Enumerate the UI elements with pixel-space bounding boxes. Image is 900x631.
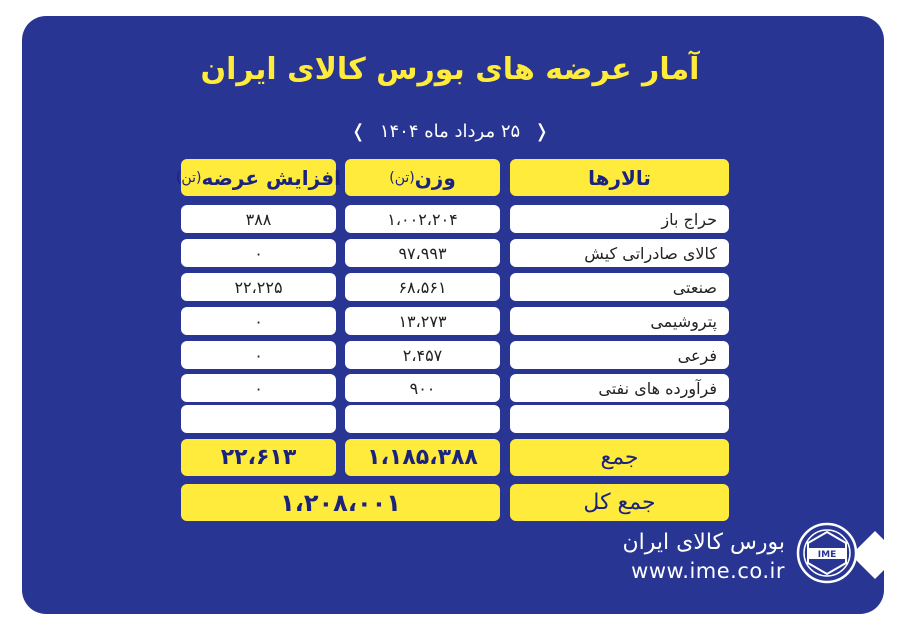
page-title: آمار عرضه های بورس کالای ایران xyxy=(200,52,700,87)
table-row-hall: پتروشیمی xyxy=(510,307,729,335)
table-row-increase: ۰ xyxy=(181,341,336,369)
header-increase xyxy=(175,159,342,196)
table-row-increase xyxy=(181,405,336,433)
table-row-hall: حراج باز xyxy=(510,205,729,233)
brand-name: بورس کالای ایران xyxy=(622,530,785,555)
table-row-weight: ۹۰۰ xyxy=(345,374,500,402)
header-increase-unit: (تن) xyxy=(175,169,202,186)
website-link[interactable]: www.ime.co.ir xyxy=(631,559,785,583)
table-row-hall: فرآورده های نفتی xyxy=(510,374,729,402)
table-row-increase: ۰ xyxy=(181,374,336,402)
ime-logo-icon xyxy=(796,522,858,584)
header-increase-label: افزایش عرضه xyxy=(201,165,342,190)
logo-text: IME xyxy=(817,550,837,560)
table-row-increase: ۲۲،۲۲۵ xyxy=(181,273,336,301)
table-row-hall: صنعتی xyxy=(510,273,729,301)
table-row-weight xyxy=(345,405,500,433)
sum-label: جمع xyxy=(510,439,729,476)
table-row-increase: ۰ xyxy=(181,307,336,335)
sum-weight: ۱،۱۸۵،۳۸۸ xyxy=(345,439,500,476)
date-navigator xyxy=(330,118,570,144)
table-row-increase: ۰ xyxy=(181,239,336,267)
table-row-weight: ۶۸،۵۶۱ xyxy=(345,273,500,301)
header-halls xyxy=(510,159,729,196)
header-weight-unit: (تن) xyxy=(389,169,415,186)
header-weight xyxy=(345,159,500,196)
chevron-left-icon[interactable]: ❬ xyxy=(350,120,366,142)
table-row-hall: کالای صادراتی کیش xyxy=(510,239,729,267)
table-row-increase: ۳۸۸ xyxy=(181,205,336,233)
total-value: ۱،۲۰۸،۰۰۱ xyxy=(181,484,500,521)
table-row-weight: ۱۳،۲۷۳ xyxy=(345,307,500,335)
brand-block xyxy=(615,530,785,583)
chevron-right-icon[interactable]: ❭ xyxy=(534,120,550,142)
table-row-weight: ۱،۰۰۲،۲۰۴ xyxy=(345,205,500,233)
table-row-hall xyxy=(510,405,729,433)
sum-increase: ۲۲،۶۱۳ xyxy=(181,439,336,476)
header-weight-label: وزن xyxy=(414,165,456,190)
table-row-weight: ۹۷،۹۹۳ xyxy=(345,239,500,267)
total-label: جمع کل xyxy=(510,484,729,521)
report-date: ۲۵ مرداد ماه ۱۴۰۴ xyxy=(379,120,521,142)
header-halls-label: تالارها xyxy=(588,165,651,190)
table-row-hall: فرعی xyxy=(510,341,729,369)
table-row-weight: ۲،۴۵۷ xyxy=(345,341,500,369)
